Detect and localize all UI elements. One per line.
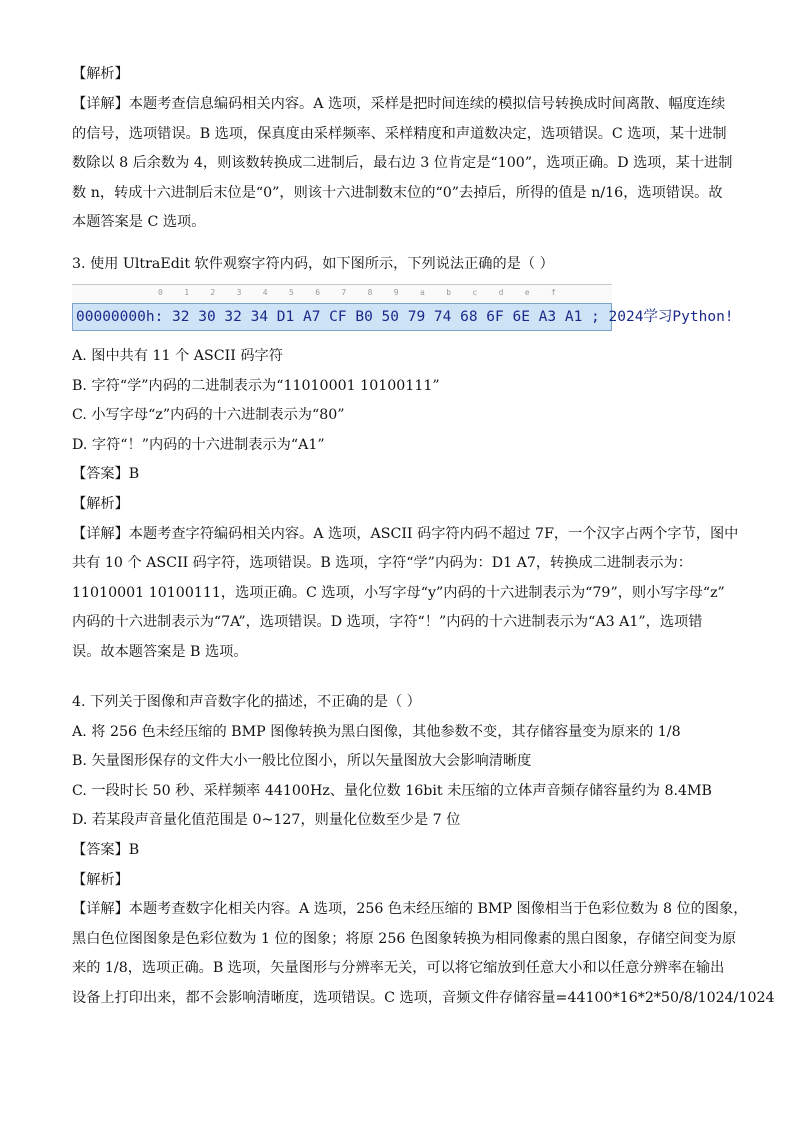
analysis-label: 【解析】 bbox=[72, 66, 129, 82]
q2-detail-paragraph bbox=[72, 90, 733, 238]
option-a: A. 将 256 色未经压缩的 BMP 图像转换为黑白图像，其他参数不变，其存储容量变为原来的 1/8 bbox=[72, 723, 681, 740]
text-line: 数除以 8 后余数为 4，则该数转换成二进制后，最右边 3 位肯定是“100”，选项正确。D 选项，某十进制 bbox=[72, 155, 733, 172]
ultraedit-hex-view bbox=[72, 284, 734, 336]
ruler-tick: 5 bbox=[289, 288, 294, 297]
question-4-block bbox=[72, 688, 775, 1014]
text-line: 【详解】本题考查信息编码相关内容。A 选项，采样是把时间连续的模拟信号转换成时间离散、幅度连续 bbox=[72, 96, 726, 112]
text-line: 共有 10 个 ASCII 码字符，选项错误。B 选项，字符“学”内码为：D1 A7，转换成二进制表示为： bbox=[72, 555, 692, 572]
text-line: 【详解】本题考查字符编码相关内容。A 选项，ASCII 码字符内码不超过 7F，一个汉字占两个字节，图中 bbox=[72, 525, 739, 542]
ruler-tick: e bbox=[524, 288, 530, 297]
text-line: 设备上打印出来，都不会影响清晰度，选项错误。C 选项，音频文件存储容量=44100*16*2*50/8/1024/1024 bbox=[72, 989, 775, 1006]
answer-label: 【答案】B bbox=[72, 841, 140, 858]
text-line: 误。故本题答案是 B 选项。 bbox=[72, 643, 248, 660]
ruler-tick: 8 bbox=[367, 288, 373, 297]
ruler-tick: c bbox=[472, 288, 478, 297]
text-line: 内码的十六进制表示为“7A”，选项错误。D 选项，字符“！”内码的十六进制表示为“A3 A1”，选项错 bbox=[72, 614, 703, 631]
option-d: D. 字符“！”内码的十六进制表示为“A1” bbox=[72, 436, 325, 453]
text-line: 的信号，选项错误。B 选项，保真度由采样频率、采样精度和声道数决定，选项错误。C 选项，某十进制 bbox=[72, 125, 727, 142]
text-line: 黑白色位图图象是色彩位数为 1 位的图象；将原 256 色图象转换为相同像素的黑白图象，存储空间变为原 bbox=[72, 930, 737, 947]
option-a: A. 图中共有 11 个 ASCII 码字符 bbox=[72, 348, 283, 364]
option-b: B. 矢量图形保存的文件大小一般比位图小，所以矢量图放大会影响清晰度 bbox=[72, 753, 532, 770]
text-line: 11010001 10100111，选项正确。C 选项，小写字母“y”内码的十六进制表示为“79”，则小写字母“z” bbox=[72, 584, 725, 601]
question-3-stem: 3. 使用 UltraEdit 软件观察字符内码，如下图所示，下列说法正确的是（ ） bbox=[72, 256, 554, 272]
analysis-label: 【解析】 bbox=[72, 495, 129, 512]
ruler-tick: 6 bbox=[315, 288, 321, 297]
option-b: B. 字符“学”内码的二进制表示为“11010001 10100111” bbox=[72, 377, 440, 394]
hex-data-row: 00000000h: 32 30 32 34 D1 A7 CF B0 50 79 74 68 6F 6E A3 A1 ; 2024学习Python! bbox=[72, 303, 612, 331]
option-d: D. 若某段声音量化值范围是 0~127，则量化位数至少是 7 位 bbox=[72, 812, 461, 829]
hex-column-ruler bbox=[72, 284, 612, 303]
ruler-tick: 1 bbox=[184, 288, 190, 297]
ruler-tick: a bbox=[420, 288, 425, 297]
analysis-label: 【解析】 bbox=[72, 871, 129, 888]
option-c: C. 一段时长 50 秒、采样频率 44100Hz、量化位数 16bit 未压缩的立体声音频存储容量约为 8.4MB bbox=[72, 782, 712, 799]
answer-label: 【答案】B bbox=[72, 466, 140, 483]
question-3-options bbox=[72, 342, 739, 668]
question-4-stem: 4. 下列关于图像和声音数字化的描述，不正确的是（ ） bbox=[72, 694, 421, 710]
ruler-tick: 9 bbox=[393, 288, 399, 297]
ruler-tick: 2 bbox=[210, 288, 216, 297]
ruler-tick: 3 bbox=[236, 288, 242, 297]
ruler-tick: b bbox=[446, 288, 452, 297]
ruler-tick: d bbox=[498, 288, 504, 297]
text-line: 【详解】本题考查数字化相关内容。A 选项，256 色未经压缩的 BMP 图像相当于色彩位数为 8 位的图象， bbox=[72, 901, 748, 918]
ruler-tick: 7 bbox=[341, 288, 347, 297]
ruler-tick: f bbox=[551, 288, 556, 297]
ruler-tick: 0 bbox=[158, 288, 163, 297]
ruler-tick: 4 bbox=[262, 288, 268, 297]
text-line: 本题答案是 C 选项。 bbox=[72, 214, 206, 231]
text-line: 数 n，转成十六进制后末位是“0”，则该十六进制数末位的“0”去掉后，所得的值是 n/16，选项错误。故 bbox=[72, 184, 723, 201]
text-line: 来的 1/8，选项正确。B 选项，矢量图形与分辨率无关，可以将它缩放到任意大小和以任意分辨率在输出 bbox=[72, 960, 725, 977]
option-c: C. 小写字母“z”内码的十六进制表示为“80” bbox=[72, 407, 345, 424]
